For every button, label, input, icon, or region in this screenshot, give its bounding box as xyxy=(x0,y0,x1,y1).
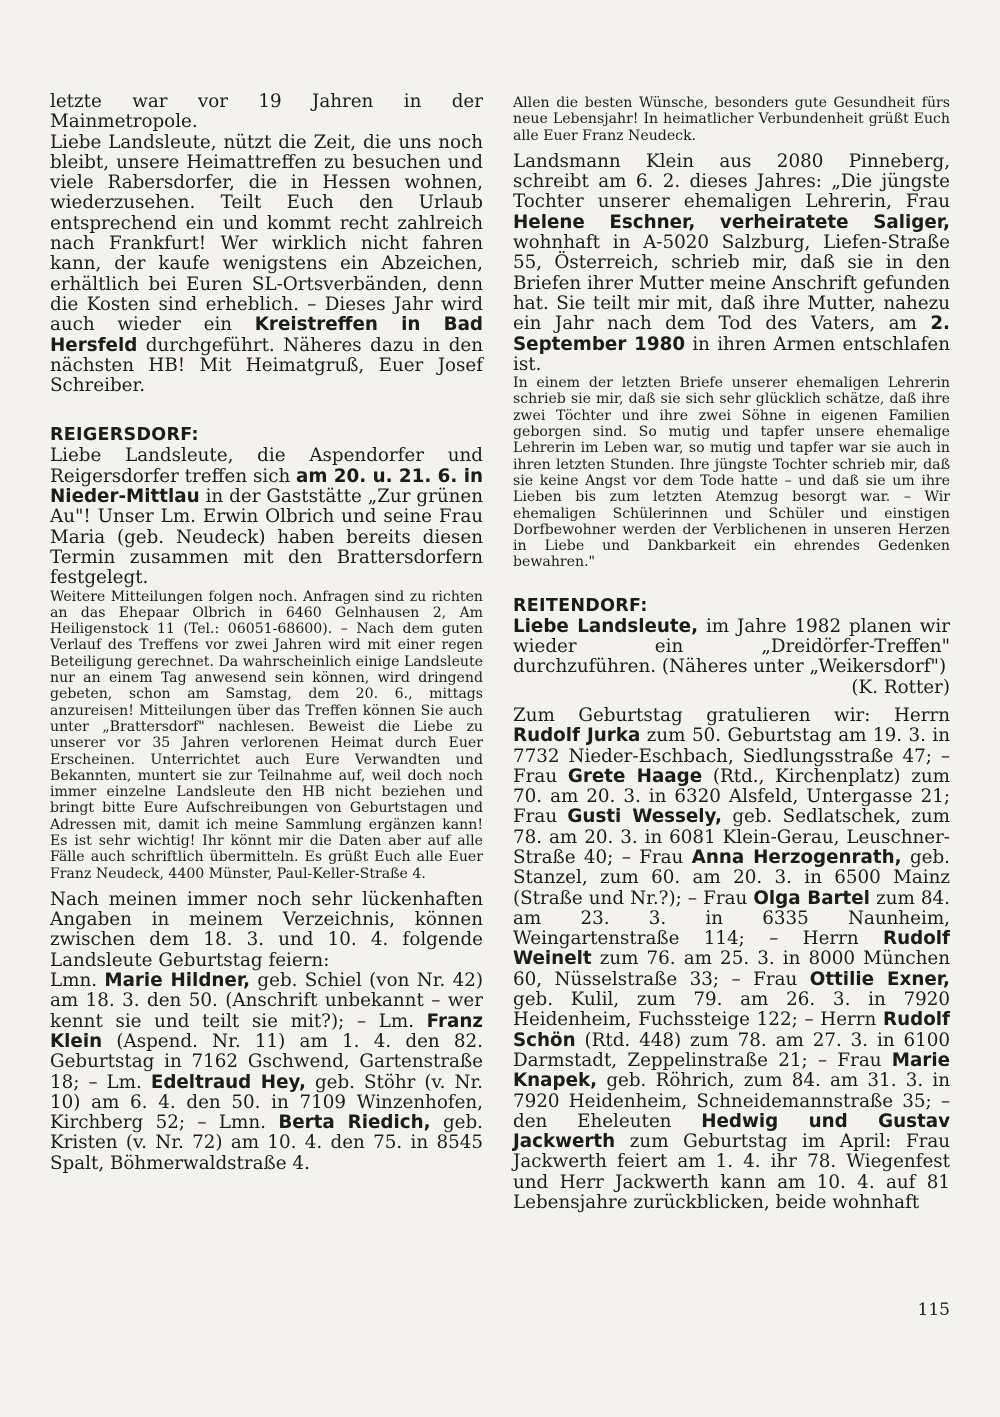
right-column xyxy=(513,95,950,1213)
paragraph-birthday-list: Lmn. Marie Hildner, geb. Schiel (von Nr. 42) am 18. 3. den 50. (Anschrift unbekannt – wer kennt sie und teilt sie mit?); – Lm. Franz Klein (Aspend. Nr. 11) am 1. 4. den 82. Geburtstag in 7162 Gschwend, Gartenstraße 18; – Lm. Edeltraud Hey, geb. Stöhr (v. Nr. 10) am 6. 4. den 50. in 7109 Winzenhofen, Kirchberg 52; – Lmn. Berta Riedich, geb. Kristen (v. Nr. 72) am 10. 4. den 75. in 8545 Spalt, Böhmerwaldstraße 4. xyxy=(50,970,483,1174)
paragraph-pinneberg-letter: Landsmann Klein aus 2080 Pinneberg, schreibt am 6. 2. dieses Jahres: „Die jüngste Tochter unserer ehemaligen Lehrerin, Frau Helene Eschner, verheiratete Saliger, wohnhaft in A-5020 Salzburg, Liefen-Straße 55, Österreich, schrieb mir, daß sie in den Briefen ihrer Mutter meine Anschrift gefunden hat. Sie teilt mir mit, daß ihre Mutter, nahezu ein Jahr nach dem Tod des Vaters, am 2. September 1980 in ihren Armen entschlafen ist. xyxy=(513,150,950,375)
section-heading-reitendorf: REITENDORF: xyxy=(513,595,648,616)
spacer xyxy=(513,571,950,595)
spacer xyxy=(50,396,483,424)
paragraph-reitendorf-birthdays: Zum Geburtstag gratulieren wir: Herrn Rudolf Jurka zum 50. Geburtstag am 19. 3. in 7732 Nieder-Eschbach, Siedlungsstraße 47; – Frau Grete Haage (Rtd., Kirchenplatz) zum 70. am 20. 3. in 6320 Alsfeld, Untergasse 21; Frau Gusti Wessely, geb. Sedlatschek, zum 78. am 20. 3. in 6081 Klein-Gerau, Leuschner-Straße 40; – Frau Anna Herzogenrath, geb. Stanzel, zum 60. am 20. 3. in 6500 Mainz (Straße und Nr.?); – Frau Olga Bartel zum 84. am 23. 3. in 6335 Naunheim, Weingartenstraße 114; – Herrn Rudolf Weinelt zum 76. am 25. 3. in 8000 München 60, Nüsselstraße 33; – Frau Ottilie Exner, geb. Kulil, zum 79. am 26. 3. in 7920 Heidenheim, Fuchssteige 122; – Herrn Rudolf Schön (Rtd. 448) zum 78. am 27. 3. in 6100 Darmstadt, Zeppelinstraße 21; – Frau Marie Knapek, geb. Röhrich, zum 84. am 31. 3. in 7920 Heidenheim, Schneidemannstraße 35; – den Eheleuten Hedwig und Gustav Jackwerth zum Geburtstag im April: Frau Jackwerth feiert am 1. 4. ihr 78. Wiegenfest und Herr Jackwerth kann am 10. 4. auf 81 Lebensjahre zurückblicken, beide wohnhaft xyxy=(513,704,951,1214)
paragraph-teacher-memorial: In einem der letzten Briefe unserer ehemaligen Lehrerin schrieb sie mir, daß sie sich sehr glücklich schätze, daß ihre zwei Töchter und ihre zwei Söhne in eigenen Familien geborgen sind. So mutig und tapfer unsere ehemalige Lehrerin im Leben war, so mutig und tapfer war sie auch in ihren letzten Stunden. Ihre jüngste Tochter schrieb mir, daß sie keine Angst vor dem Tode hatte – und daß sie um ihre Lieben bis zum letzten Atemzug besorgt war. – Wir ehemaligen Schülerinnen und Schüler und einstigen Dorfbewohner werden der Verblichenen in unseren Herzen in Liebe und Dankbarkeit ein ehrendes Gedenken bewahren." xyxy=(513,375,950,571)
paragraph-rabersdorf: Liebe Landsleute, nützt die Zeit, die uns noch bleibt, unsere Heimattreffen zu besuchen und viele Rabersdorfer, die in Hessen wohnen, wiederzusehen. Teilt Euch den Urlaub entsprechend ein und kommt recht zahlreich nach Frankfurt! Wer wirklich nicht fahren kann, der kaufe wenigstens ein Abzeichen, erhältlich bei Euren SL-Ortsverbänden, denn die Kosten sind erheblich. – Dieses Jahr wird auch wieder ein Kreistreffen in Bad Hersfeld durchgeführt. Näheres dazu in den nächsten HB! Mit Heimatgruß, Euer Josef Schreiber. xyxy=(50,131,483,397)
paragraph-best-wishes: Allen die besten Wünsche, besonders gute Gesundheit fürs neue Lebensjahr! In heimatlicher Verbundenheit grüßt Euch alle Euer Franz Neudeck. xyxy=(513,95,950,144)
page-number: 115 xyxy=(917,1300,950,1320)
paragraph-dreidoerfer-treffen: Liebe Landsleute, im Jahre 1982 planen wir wieder ein „Dreidörfer-Treffen" durchzuführen. (Näheres unter „Weikersdorf") xyxy=(513,615,950,678)
paragraph-mainmetropole: letzte war vor 19 Jahren in der Mainmetropole. xyxy=(50,91,483,133)
left-column xyxy=(50,92,483,1174)
paragraph-birthday-intro: Nach meinen immer noch sehr lückenhaften Angaben in meinem Verzeichnis, können zwischen dem 18. 3. und 10. 4. folgende Landsleute Geburtstag feiern: xyxy=(50,888,483,971)
signature-rotter: (K. Rotter) xyxy=(851,676,950,698)
paragraph-reigersdorf-details: Weitere Mitteilungen folgen noch. Anfragen sind zu richten an das Ehepaar Olbrich in 6460 Gelnhausen 2, Am Heiligenstock 11 (Tel.: 06051-68600). – Nach dem guten Verlauf des Treffens vor zwei Jahren wird mit einer regen Beteiligung gerechnet. Da wahrscheinlich einige Landsleute nur an einem Tag anwesend sein können, wird dringend gebeten, schon am Samstag, dem 20. 6., mittags anzureisen! Mitteilungen über das Treffen können Sie auch unter „Brattersdorf" nachlesen. Beweist die Liebe zu unserer vor 35 Jahren verlorenen Heimat durch Euer Erscheinen. Unterrichtet auch Eure Verwandten und Bekannten, muntert sie zur Teilnahme auf, weil doch noch immer einzelne Landsleute den HB nicht beziehen und bringt bitte Eure Aufschreibungen von Geburtstagen und Adressen mit, damit ich meine Sammlung ergänzen kann! Es ist sehr wichtig! Ihr könnt mir die Daten aber auf alle Fälle auch schriftlich übermitteln. Es grüßt Euch alle Euer Franz Neudeck, 4400 Münster, Paul-Keller-Straße 4. xyxy=(50,588,483,882)
section-heading-reigersdorf: REIGERSDORF: xyxy=(50,425,199,446)
paragraph-reigersdorf-meeting: Liebe Landsleute, die Aspendorfer und Reigersdorfer treffen sich am 20. u. 21. 6. in Nieder-Mittlau in der Gaststätte „Zur grünen Au"! Unser Lm. Erwin Olbrich und seine Frau Maria (geb. Neudeck) haben bereits diesen Termin zusammen mit den Brattersdorfern festgelegt. xyxy=(50,445,483,589)
